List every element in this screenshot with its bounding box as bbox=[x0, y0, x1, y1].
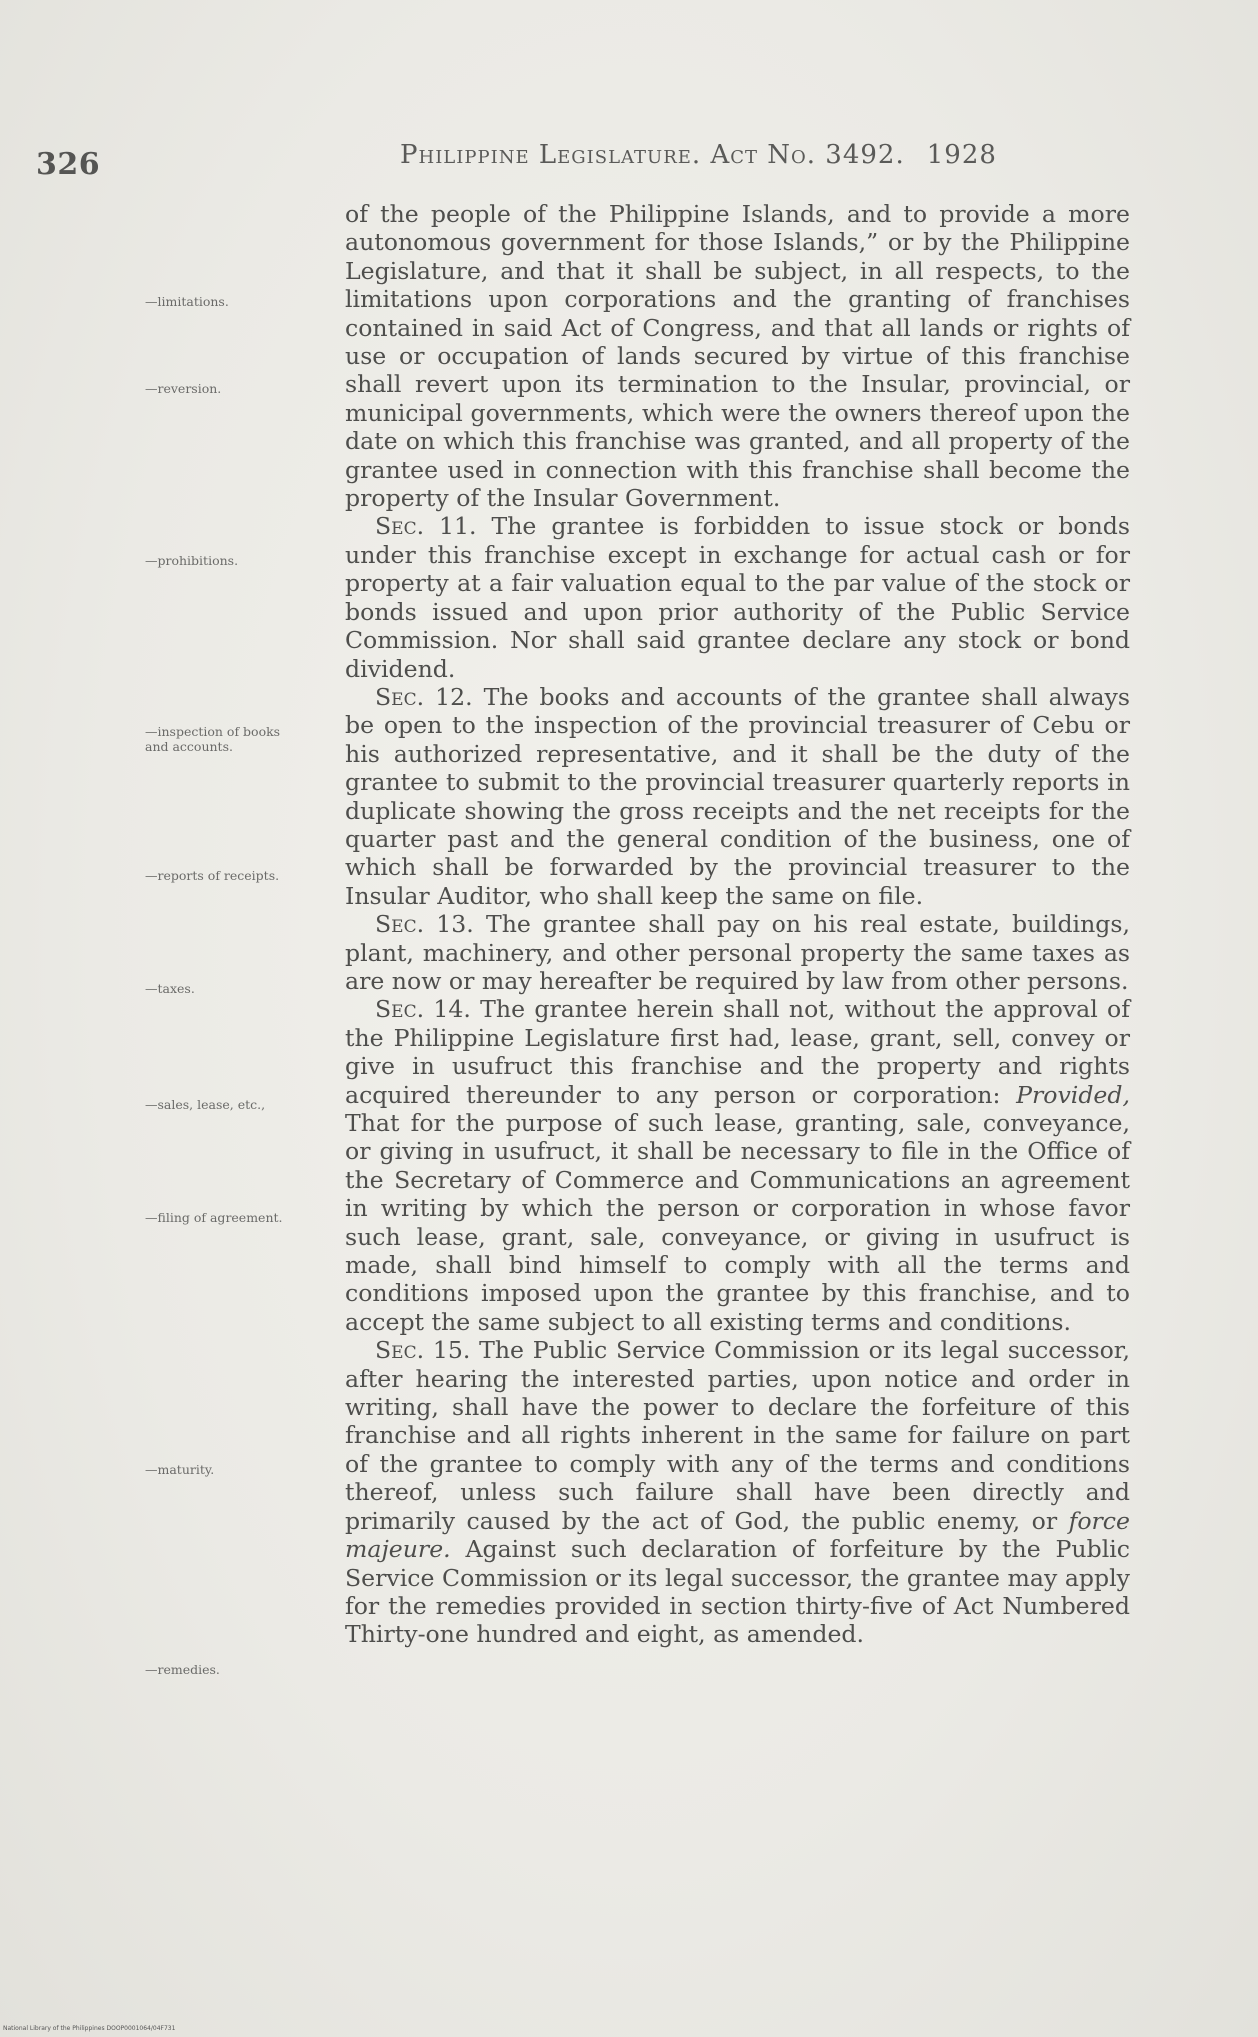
section-14-text-a: The grantee herein shall not, without the approval of the Philippine Legislature first had, lease, grant, sell, convey or give in usufruct this franchise and the property and rights acquired thereunder to any person or corporation: bbox=[345, 995, 1130, 1109]
margin-note-reversion: —reversion. bbox=[145, 381, 222, 396]
section-14-label: Sec. 14. bbox=[375, 995, 471, 1024]
running-head bbox=[400, 140, 1080, 170]
section-15-text-b: Against such declaration of forfeiture by the Public Service Commission or its legal successor, the grantee may apply for the remedies provided in section thirty-five of Act Numbered Thirty-one hundred and eight, as amended. bbox=[345, 1535, 1130, 1649]
margin-note-filing: —filing of agreement. bbox=[145, 1210, 283, 1225]
margin-note-limitations: —limitations. bbox=[145, 294, 229, 309]
section-12-text: The books and accounts of the grantee shall always be open to the inspection of the provincial treasurer of Cebu or his authorized representative, and it shall be the duty of the grantee to submit to the provincial treasurer quarterly reports in duplicate showing the gross receipts and the net receipts for the quarter past and the general condition of the business, one of which shall be forwarded by the provincial treasurer to the Insular Auditor, who shall keep the same on file. bbox=[345, 682, 1130, 910]
margin-note-prohibitions: —prohibitions. bbox=[145, 553, 239, 568]
section-14 bbox=[345, 995, 1130, 1336]
section-13-label: Sec. 13. bbox=[375, 910, 474, 939]
section-11-text: The grantee is forbidden to issue stock or bonds under this franchise except in exchange for actual cash or for property at a fair valuation equal to the par value of the stock or bonds issued and upon prior authority of the Public Service Commission. Nor shall said grantee declare any stock or bond dividend. bbox=[345, 512, 1130, 683]
margin-note-reports: —reports of receipts. bbox=[145, 868, 280, 883]
margin-note-sales: —sales, lease, etc., bbox=[145, 1097, 266, 1112]
section-11-label: Sec. 11. bbox=[375, 512, 477, 541]
section-12-label: Sec. 12. bbox=[375, 682, 473, 711]
section-14-provided: Provided, bbox=[1016, 1080, 1130, 1109]
library-stamp: National Library of the Philippines DOOP0001064/04F731 bbox=[3, 2025, 176, 2032]
margin-note-inspection bbox=[145, 724, 345, 754]
section-13 bbox=[345, 910, 1130, 995]
running-head-title: Philippine Legislature. Act No. 3492. bbox=[400, 140, 905, 170]
margin-note-maturity: —maturity. bbox=[145, 1462, 215, 1477]
section-15-label: Sec. 15. bbox=[375, 1336, 471, 1365]
paragraph-continuation: of the people of the Philippine Islands, and to provide a more autonomous government for those Islands,” or by the Philippine Legislature, and that it shall be subject, in all respects, to the limitations upon corporations and the granting of franchises contained in said Act of Congress, and that all lands or rights of use or occupation of lands secured by virtue of this franchise shall revert upon its termination to the Insular, provincial, or municipal governments, which were the owners thereof upon the date on which this franchise was granted, and all property of the grantee used in connection with this franchise shall become the property of the Insular Government. bbox=[345, 200, 1130, 513]
page-number: 326 bbox=[36, 147, 101, 182]
section-15 bbox=[345, 1336, 1130, 1648]
margin-note-taxes: —taxes. bbox=[145, 981, 195, 996]
margin-note-inspection-line1: —inspection of books bbox=[145, 724, 281, 739]
section-12 bbox=[345, 683, 1130, 910]
section-13-text: The grantee shall pay on his real estate, buildings, plant, machinery, and other personal property the same taxes as are now or may hereafter be required by law from other persons. bbox=[345, 910, 1130, 995]
section-15-text-a: The Public Service Commission or its legal successor, after hearing the interested parties, upon notice and order in writing, shall have the power to declare the forfeiture of this franchise and all rights inherent in the same for failure on part of the grantee to comply with any of the terms and conditions thereof, unless such failure shall have been directly and primarily caused by the act of God, the public enemy, or bbox=[345, 1336, 1130, 1535]
section-15-force-majeure: force majeure. bbox=[345, 1506, 1130, 1564]
body-text bbox=[345, 200, 1130, 1649]
margin-note-inspection-line2: and accounts. bbox=[145, 739, 233, 754]
section-14-text-b: That for the purpose of such lease, granting, sale, conveyance, or giving in usufruct, it shall be necessary to file in the Office of the Secretary of Commerce and Communications an agreement in writing by which the person or corporation in whose favor such lease, grant, sale, conveyance, or giving in usufruct is made, shall bind himself to comply with all the terms and conditions imposed upon the grantee by this franchise, and to accept the same subject to all existing terms and conditions. bbox=[345, 1109, 1130, 1336]
margin-note-remedies: —remedies. bbox=[145, 1662, 220, 1677]
running-head-year: 1928 bbox=[926, 140, 997, 170]
section-11 bbox=[345, 512, 1130, 682]
